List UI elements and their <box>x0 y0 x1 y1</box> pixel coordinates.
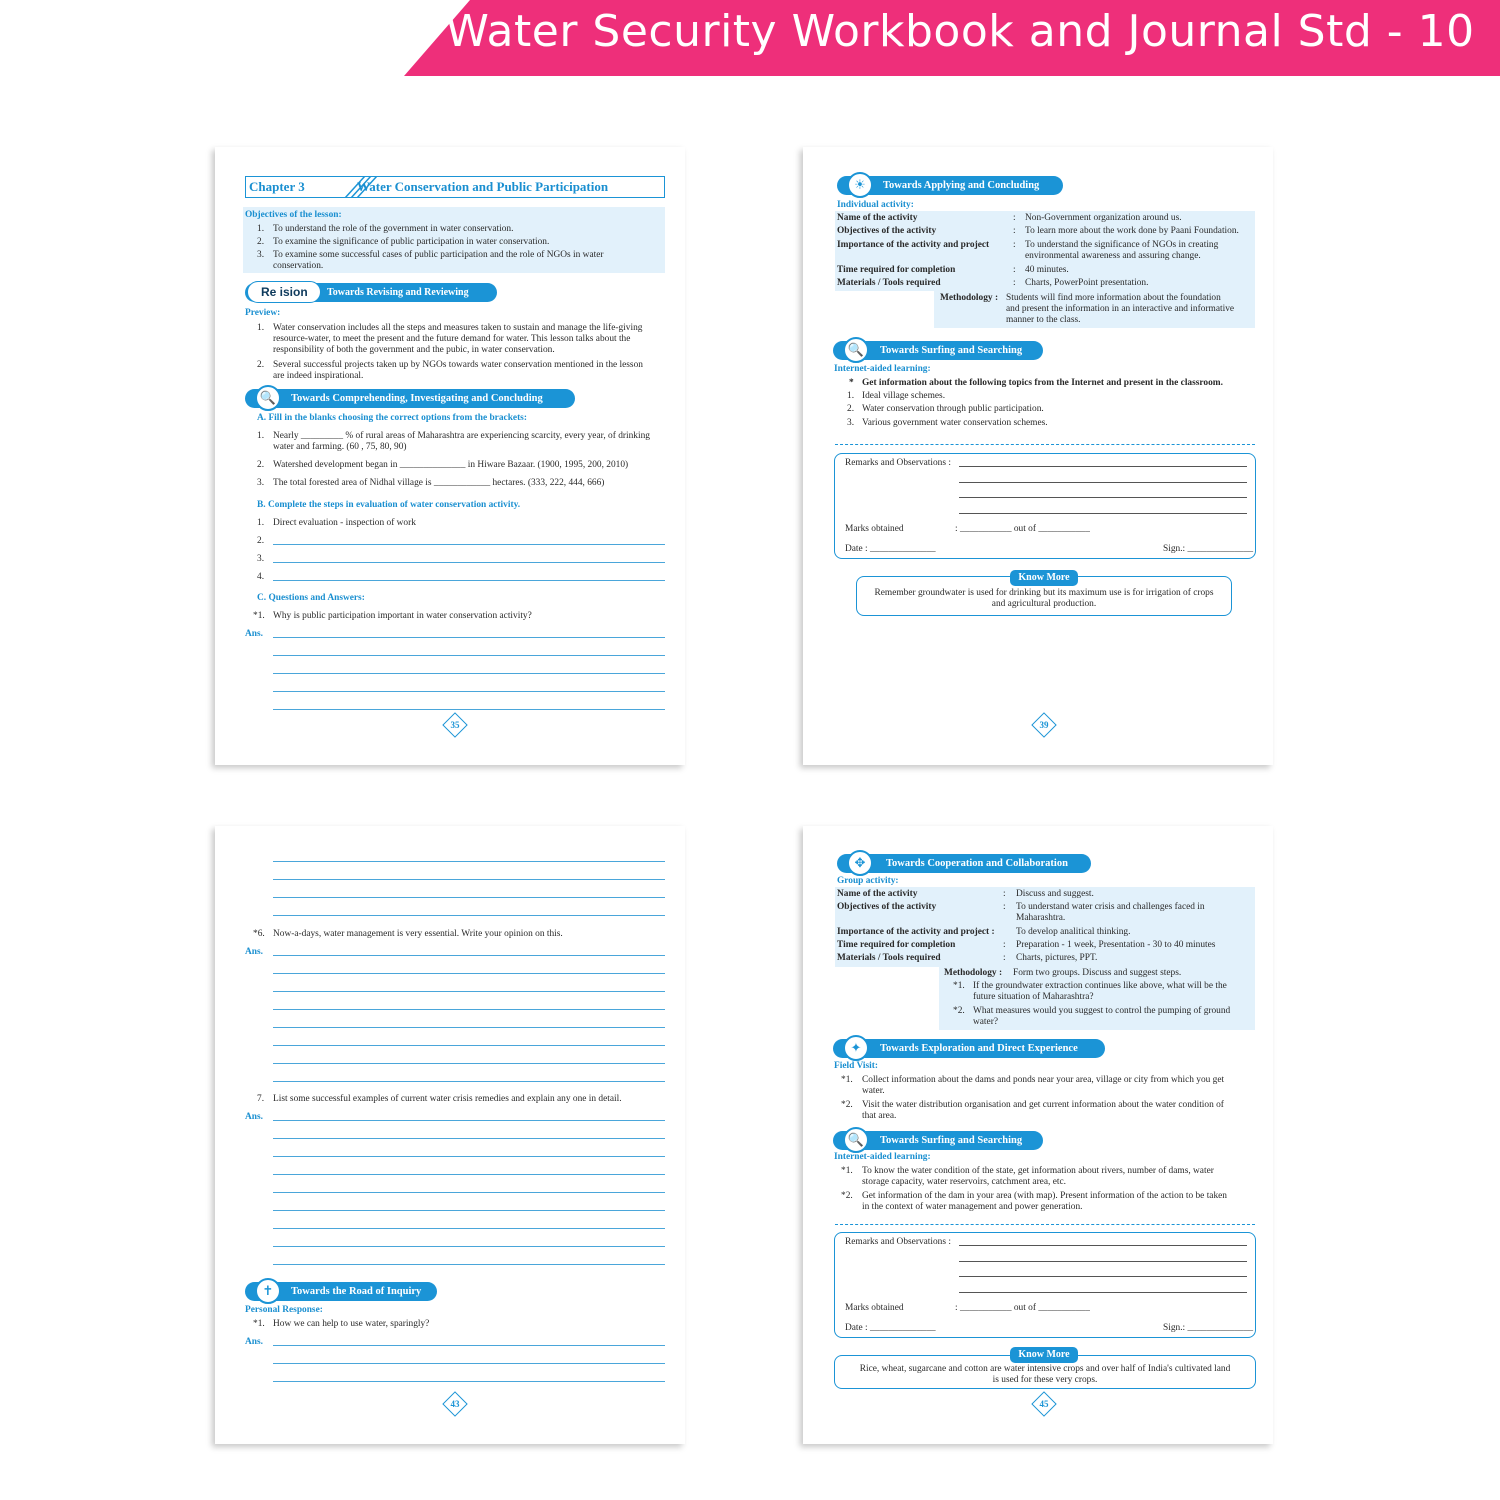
step-n-3: 3. <box>257 554 265 564</box>
sign-field: Sign.: ______________ <box>1163 544 1254 554</box>
obj-text-2: To examine the significance of public participation in water conservation. <box>273 237 550 247</box>
field-2-l1: Visit the water distribution organisation and get current information about the water condition of <box>862 1100 1224 1110</box>
preview-heading: Preview: <box>245 308 281 318</box>
marks-label: Marks obtained <box>845 1303 904 1313</box>
obj-text-1: To understand the role of the government in water conservation. <box>273 224 514 234</box>
remarks-line <box>959 466 1247 467</box>
row-key-1: Name of the activity <box>837 889 918 899</box>
method-1-l1: If the groundwater extraction continues like above, what will be the <box>973 981 1227 991</box>
answer-line <box>273 897 665 898</box>
row-colon: : <box>1003 940 1006 950</box>
bullet-star: * <box>849 378 854 388</box>
answer-line <box>273 1045 665 1046</box>
ans-label: Ans. <box>245 947 263 957</box>
fill-1-l2: water and farming. (60 , 75, 80, 90) <box>273 442 407 452</box>
answer-line <box>273 1264 665 1265</box>
fill-n-2: 2. <box>257 460 265 470</box>
method-n-1: *1. <box>953 981 965 991</box>
answer-line <box>273 1192 665 1193</box>
answer-line <box>273 1228 665 1229</box>
field-n-1: *1. <box>841 1075 853 1085</box>
answer-line <box>273 562 665 563</box>
page-35 <box>215 147 685 765</box>
compass-icon: ✦ <box>843 1035 869 1061</box>
row-val-4: Preparation - 1 week, Presentation - 30 to 40 minutes <box>1016 940 1216 950</box>
obj-n-2: 2. <box>257 237 265 247</box>
preview-1-l3: responsibility of both the government and the pubic, in water conservation. <box>273 345 555 355</box>
answer-line <box>273 991 665 992</box>
personal-heading: Personal Response: <box>245 1305 323 1315</box>
page-39 <box>803 147 1273 765</box>
remarks-line <box>959 1292 1247 1293</box>
answer-line <box>273 1381 665 1382</box>
pr1-text: How we can help to use water, sparingly? <box>273 1319 430 1329</box>
q6-text: Now-a-days, water management is very essential. Write your opinion on this. <box>273 929 563 939</box>
row-val-3b: environmental awareness and assuring change. <box>1025 251 1201 261</box>
preview-2-l1: Several successful projects taken up by NGOs towards water conservation mentioned in the lesson <box>273 360 643 370</box>
row-val-2b: Maharashtra. <box>1016 913 1066 923</box>
methodology-text: Form two groups. Discuss and suggest steps. <box>1013 968 1182 978</box>
remarks-line <box>959 497 1247 498</box>
method-2-l2: water? <box>973 1017 998 1027</box>
field-n-2: *2. <box>841 1100 853 1110</box>
topic-1: Ideal village schemes. <box>862 391 946 401</box>
q7-text: List some successful examples of current water crisis remedies and explain any one in detail. <box>273 1094 622 1104</box>
methodology-key: Methodology : <box>944 968 1003 978</box>
net-1-l1: To know the water condition of the state, get information about rivers, number of dams, water <box>862 1166 1214 1176</box>
know-more-tab: Know More <box>1010 570 1078 586</box>
row-key-5: Materials / Tools required <box>837 953 941 963</box>
page-number: 39 <box>1039 720 1049 730</box>
page-number: 43 <box>450 1399 460 1409</box>
row-val-3: To develop analitical thinking. <box>1016 927 1131 937</box>
field-heading: Field Visit: <box>834 1061 879 1071</box>
collaboration-icon: ✥ <box>847 850 873 876</box>
answer-line <box>273 1210 665 1211</box>
field-1-l1: Collect information about the dams and ponds near your area, village or city from which you get <box>862 1075 1225 1085</box>
remarks-label: Remarks and Observations : <box>845 1237 951 1247</box>
answer-line <box>273 1363 665 1364</box>
answer-line <box>273 1156 665 1157</box>
surf-pill-label: Towards Surfing and Searching <box>880 1135 1023 1146</box>
section-b-heading: B. Complete the steps in evaluation of water conservation activity. <box>257 500 521 510</box>
answer-line <box>273 879 665 880</box>
know-more-l2: and agricultural production. <box>991 599 1097 609</box>
q1-text: Why is public participation important in water conservation activity? <box>273 611 532 621</box>
row-val-5: Charts, pictures, PPT. <box>1016 953 1098 963</box>
net-2-l2: in the context of water management and power generation. <box>862 1202 1083 1212</box>
obj-n-1: 1. <box>257 224 265 234</box>
step-n-4: 4. <box>257 572 265 582</box>
apply-pill-label: Towards Applying and Concluding <box>883 180 1040 191</box>
remarks-line <box>959 1276 1247 1277</box>
topic-n-2: 2. <box>847 404 855 414</box>
row-key-3: Importance of the activity and project : <box>837 927 995 937</box>
answer-line <box>273 1138 665 1139</box>
methodology-l3: manner to the class. <box>1006 315 1081 325</box>
preview-n-2: 2. <box>257 360 265 370</box>
row-key-5: Materials / Tools required <box>837 278 941 288</box>
topic-3: Various government water conservation schemes. <box>862 418 1048 428</box>
method-2-l1: What measures would you suggest to control the pumping of ground <box>973 1006 1231 1016</box>
remarks-line <box>959 513 1247 514</box>
fill-n-3: 3. <box>257 478 265 488</box>
row-colon: : <box>1013 226 1016 236</box>
answer-line <box>273 709 665 710</box>
row-colon: : <box>1003 889 1006 899</box>
q6-number: *6. <box>253 929 265 939</box>
remarks-line <box>959 482 1247 483</box>
field-1-l2: water. <box>862 1086 885 1096</box>
row-val-1: Non-Government organization around us. <box>1025 213 1182 223</box>
marks-out-of: : ___________ out of ___________ <box>955 524 1090 534</box>
answer-line <box>273 1345 665 1346</box>
know-more-l1: Rice, wheat, sugarcane and cotton are water intensive crops and over half of India's cultivated land <box>859 1364 1231 1374</box>
answer-line <box>273 1063 665 1064</box>
row-colon: : <box>1003 902 1006 912</box>
page-number: 45 <box>1039 1399 1049 1409</box>
row-colon: : <box>1013 240 1016 250</box>
obj-text-3b: conservation. <box>273 261 324 271</box>
know-more-tab: Know More <box>1010 1347 1078 1363</box>
methodology-key: Methodology : <box>940 293 999 303</box>
marks-out-of: : ___________ out of ___________ <box>955 1303 1090 1313</box>
answer-line <box>273 1120 665 1121</box>
obj-text-3: To examine some successful cases of public participation and the role of NGOs in water <box>273 250 604 260</box>
answer-line <box>273 691 665 692</box>
preview-1-l2: resource-water, to meet the present and the future demand for water. This lesson talks about the <box>273 334 631 344</box>
objectives-heading: Objectives of the lesson: <box>245 210 342 220</box>
remarks-line <box>959 1245 1247 1246</box>
date-field: Date : ______________ <box>845 1323 936 1333</box>
explore-pill-label: Towards Exploration and Direct Experience <box>880 1043 1078 1054</box>
revision-pill-label: Towards Revising and Reviewing <box>327 287 469 298</box>
comprehend-pill-label: Towards Comprehending, Investigating and Concluding <box>291 393 543 404</box>
net-1-l2: storage capacity, water reservoirs, catchment area, etc. <box>862 1177 1066 1187</box>
row-key-3: Importance of the activity and project <box>837 240 990 250</box>
answer-line <box>273 1081 665 1082</box>
section-c-heading: C. Questions and Answers: <box>257 593 365 603</box>
row-val-3a: To understand the significance of NGOs in creating <box>1025 240 1219 250</box>
magnifier-icon: 🔍 <box>255 385 281 411</box>
preview-2-l2: are indeed inspirational. <box>273 371 364 381</box>
row-val-5: Charts, PowerPoint presentation. <box>1025 278 1149 288</box>
answer-line <box>273 1246 665 1247</box>
lightbulb-icon: ☀ <box>847 172 873 198</box>
answer-line <box>273 1174 665 1175</box>
answer-line <box>273 655 665 656</box>
row-key-4: Time required for completion <box>837 265 956 275</box>
pr1-number: *1. <box>253 1319 265 1329</box>
q1-number: *1. <box>253 611 265 621</box>
magnifier-icon: 🔍 <box>843 1127 869 1153</box>
inquiry-pill-label: Towards the Road of Inquiry <box>291 1286 422 1297</box>
signpost-icon: ✝ <box>255 1278 281 1304</box>
page-43 <box>215 826 685 1444</box>
chapter-label: Chapter 3 <box>249 179 305 194</box>
row-key-2: Objectives of the activity <box>837 902 937 912</box>
revision-logo: Re ision <box>261 285 308 299</box>
coop-pill-label: Towards Cooperation and Collaboration <box>886 858 1068 869</box>
row-colon: : <box>1003 953 1006 963</box>
methodology-l2: and present the information in an interactive and informative <box>1006 304 1235 314</box>
row-key-4: Time required for completion <box>837 940 956 950</box>
row-colon: : <box>1013 213 1016 223</box>
page-45 <box>803 826 1273 1444</box>
answer-line <box>273 1027 665 1028</box>
page-number: 35 <box>450 720 460 730</box>
section-a-heading: A. Fill in the blanks choosing the correct options from the brackets: <box>257 413 527 423</box>
step-n-2: 2. <box>257 536 265 546</box>
answer-line <box>273 915 665 916</box>
title-banner <box>0 0 1500 76</box>
fill-3-l1: The total forested area of Nidhal village is ____________ hectares. (333, 222, 444, 666) <box>273 478 605 488</box>
dashed-divider <box>835 444 1255 445</box>
remarks-line <box>959 1261 1247 1262</box>
row-key-1: Name of the activity <box>837 213 918 223</box>
fill-n-1: 1. <box>257 431 265 441</box>
answer-line <box>273 673 665 674</box>
obj-n-3: 3. <box>257 250 265 260</box>
preview-n-1: 1. <box>257 323 265 333</box>
field-2-l2: that area. <box>862 1111 897 1121</box>
ans-label: Ans. <box>245 1337 263 1347</box>
methodology-l1: Students will find more information about the foundation <box>1006 293 1221 303</box>
row-val-2a: To understand water crisis and challenges faced in <box>1016 902 1205 912</box>
answer-line <box>273 580 665 581</box>
row-key-2: Objectives of the activity <box>837 226 937 236</box>
row-val-1: Discuss and suggest. <box>1016 889 1094 899</box>
row-val-2: To learn more about the work done by Paani Foundation. <box>1025 226 1239 236</box>
row-val-4: 40 minutes. <box>1025 265 1069 275</box>
answer-line <box>273 1009 665 1010</box>
know-more-l1: Remember groundwater is used for drinking but its maximum use is for irrigation of crops <box>874 588 1214 598</box>
topic-n-1: 1. <box>847 391 855 401</box>
method-1-l2: future situation of Maharashtra? <box>973 992 1094 1002</box>
star-line: Get information about the following topics from the Internet and present in the classroom. <box>862 378 1223 388</box>
fill-2-l1: Watershed development began in ______________ in Hiware Bazaar. (1900, 1995, 200, 2010) <box>273 460 629 470</box>
answer-line <box>273 955 665 956</box>
step-text-1: Direct evaluation - inspection of work <box>273 518 416 528</box>
answer-line <box>273 861 665 862</box>
answer-line <box>273 637 665 638</box>
fill-1-l1: Nearly _________ % of rural areas of Maharashtra are experiencing scarcity, every year, of drinking <box>273 431 650 441</box>
step-n-1: 1. <box>257 518 265 528</box>
surf-pill-label: Towards Surfing and Searching <box>880 345 1023 356</box>
answer-line <box>273 973 665 974</box>
internet-heading: Internet-aided learning: <box>834 364 931 374</box>
remarks-label: Remarks and Observations : <box>845 458 951 468</box>
individual-heading: Individual activity: <box>837 200 914 210</box>
marks-label: Marks obtained <box>845 524 904 534</box>
dashed-divider <box>835 1224 1255 1225</box>
net-2-l1: Get information of the dam in your area (with map). Present information of the action to be taken <box>862 1191 1227 1201</box>
answer-line <box>273 544 665 545</box>
banner-title: Water Security Workbook and Journal Std - 10 <box>445 6 1475 57</box>
ans-label: Ans. <box>245 1112 263 1122</box>
net-n-1: *1. <box>841 1166 853 1176</box>
net-n-2: *2. <box>841 1191 853 1201</box>
chapter-title: Water Conservation and Public Participation <box>357 179 609 194</box>
q7-number: 7. <box>257 1094 265 1104</box>
group-heading: Group activity: <box>837 876 899 886</box>
ans-label: Ans. <box>245 629 263 639</box>
know-more-l2: is used for these very crops. <box>992 1375 1098 1385</box>
internet-heading: Internet-aided learning: <box>834 1152 931 1162</box>
topic-n-3: 3. <box>847 418 855 428</box>
method-n-2: *2. <box>953 1006 965 1016</box>
sign-field: Sign.: ______________ <box>1163 1323 1254 1333</box>
row-colon: : <box>1013 278 1016 288</box>
topic-2: Water conservation through public participation. <box>862 404 1044 414</box>
row-colon: : <box>1013 265 1016 275</box>
preview-1-l1: Water conservation includes all the steps and measures taken to sustain and manage the life-giving <box>273 323 643 333</box>
date-field: Date : ______________ <box>845 544 936 554</box>
magnifier-icon: 🔍 <box>843 337 869 363</box>
